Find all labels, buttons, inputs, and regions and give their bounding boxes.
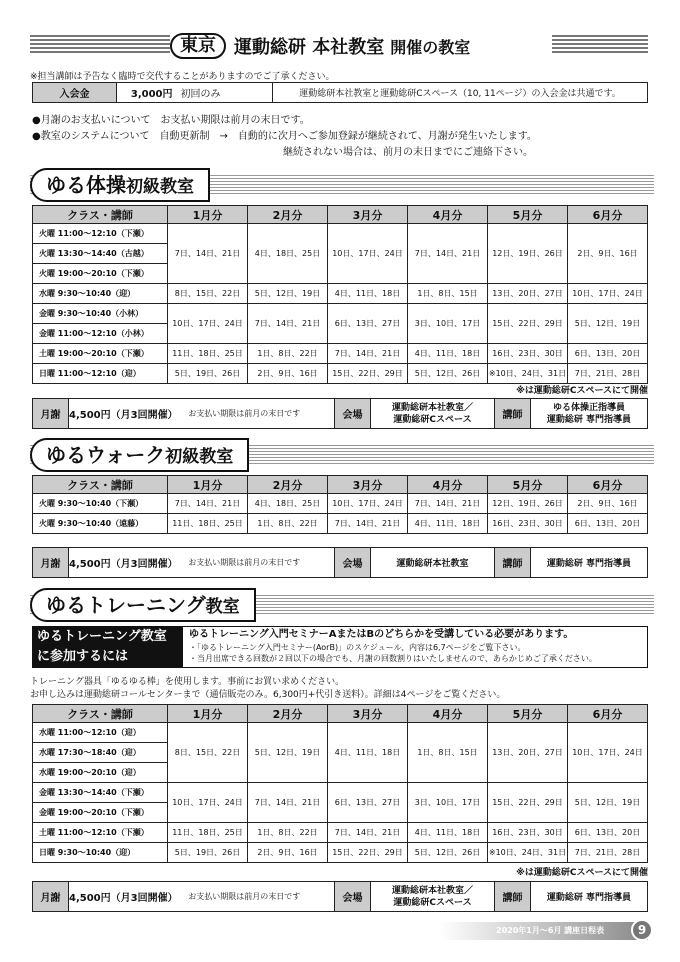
month-header: 5月分 [488, 476, 568, 494]
month-header: 4月分 [408, 705, 488, 723]
date-cell: 7日、14日、21日 [168, 224, 248, 284]
instructor-label: 講師 [495, 548, 531, 578]
date-cell: 7日、14日、21日 [248, 783, 328, 823]
date-cell: 4日、11日、18日 [408, 514, 488, 534]
requirement-box [182, 626, 648, 668]
date-cell: 5日、12日、19日 [568, 783, 648, 823]
fee-text: 運動総研本社教室と運動総研Cスペース（10, 11ページ）の入会金は共通です。 [273, 83, 648, 103]
instructor: ゆる体操正指導員 運動総研 専門指導員 [531, 399, 648, 429]
venue-label: 会場 [335, 399, 371, 429]
date-cell: 8日、15日、22日 [168, 284, 248, 304]
class-cell: 火曜 19:00～20:10（下瀬） [33, 264, 168, 284]
payment-due: お支払い期限は前月の末日です [155, 882, 335, 912]
requirement-sub-1: ・「ゆるトレーニング入門セミナー(AorB)」のスケジュール、内容は6,7ページをご覧下さい。 [189, 643, 526, 652]
title-suffix: 開催の教室 [390, 37, 471, 57]
table-row [33, 843, 648, 863]
date-cell: 15日、22日、29日 [328, 364, 408, 384]
monthly-fee-label: 月謝 [33, 548, 69, 578]
date-cell: 4日、11日、18日 [328, 284, 408, 304]
month-header: 3月分 [328, 476, 408, 494]
date-cell: 2日、9日、16日 [568, 494, 648, 514]
date-cell: 7日、21日、28日 [568, 364, 648, 384]
fee-footer-taiso [32, 398, 648, 429]
class-cell: 土曜 11:00～12:10（下瀬） [33, 823, 168, 843]
monthly-fee: 4,500円（月3回開催） [69, 882, 155, 912]
equipment-note: トレーニング器具「ゆるゆる棒」を使用します。事前にお買い求めください。 [30, 677, 345, 687]
instructor-label: 講師 [495, 399, 531, 429]
date-cell: 1日、8日、22日 [248, 344, 328, 364]
class-cell: 水曜 9:30～10:40（迎） [33, 284, 168, 304]
date-cell: 6日、13日、20日 [568, 514, 648, 534]
monthly-fee-label: 月謝 [33, 399, 69, 429]
date-cell: 12日、19日、26日 [488, 494, 568, 514]
section-title: ゆるウォーク初級教室 [30, 438, 249, 472]
page-header [30, 31, 648, 61]
class-cell: 水曜 11:00～12:10（迎） [33, 723, 168, 743]
month-header: 1月分 [168, 705, 248, 723]
date-cell: 3日、10日、17日 [408, 783, 488, 823]
fee-footer-training [32, 881, 648, 912]
footer-label: 2020年1月～6月 講座日程表 [440, 922, 648, 940]
date-cell: 1日、8日、22日 [248, 823, 328, 843]
cspace-note: ※は運動総研Cスペースにて開催 [516, 868, 648, 878]
month-header: 5月分 [488, 705, 568, 723]
class-cell: 日曜 9:30～10:40（迎） [33, 843, 168, 863]
requirement-main: ゆるトレーニング入門セミナーAまたはBのどちらかを受講している必要があります。 [189, 629, 574, 640]
date-cell: 10日、17日、24日 [568, 723, 648, 783]
section-heading-yuru-training [30, 588, 654, 622]
date-cell: 13日、20日、27日 [488, 723, 568, 783]
date-cell: 5日、19日、26日 [168, 843, 248, 863]
venue: 運動総研本社教室 [371, 548, 495, 578]
month-header: 4月分 [408, 206, 488, 224]
class-cell: 土曜 19:00～20:10（下瀬） [33, 344, 168, 364]
date-cell: 6日、13日、20日 [568, 823, 648, 843]
date-cell: 1日、8日、15日 [408, 284, 488, 304]
month-header: 2月分 [248, 705, 328, 723]
title-main: 運動総研 本社教室 [234, 37, 385, 58]
class-cell: 火曜 11:00～12:10（下瀬） [33, 224, 168, 244]
participation-box: ゆるトレーニング教室 に参加するには [32, 626, 182, 668]
requirement-sub-2: ・当月出席できる回数が２回以下の場合でも、月謝の回数割りはいたしませんので、あらかじめご了承ください。 [189, 654, 597, 663]
date-cell: 5日、12日、19日 [568, 304, 648, 344]
date-cell: 15日、22日、29日 [328, 843, 408, 863]
date-cell: 10日、17日、24日 [328, 494, 408, 514]
table-row [33, 723, 648, 743]
date-cell: 10日、17日、24日 [328, 224, 408, 284]
date-cell: 12日、19日、26日 [488, 224, 568, 284]
class-cell: 金曜 9:30～10:40（小林） [33, 304, 168, 324]
section-heading-yuru-walk [30, 438, 654, 472]
date-cell: 7日、14日、21日 [328, 344, 408, 364]
venue: 運動総研本社教室／ 運動総研Cスペース [371, 399, 495, 429]
admission-fee-table [32, 82, 648, 103]
page-title [170, 31, 552, 61]
date-cell: 4日、18日、25日 [248, 224, 328, 284]
date-cell: 11日、18日、25日 [168, 823, 248, 843]
payment-line-1: ●月謝のお支払いについて お支払い期限は前月の末日です。 [32, 115, 310, 126]
date-cell: ※10日、24日、31日 [488, 364, 568, 384]
fee-footer-walk [32, 547, 648, 578]
month-header: 2月分 [248, 206, 328, 224]
date-cell: 2日、9日、16日 [568, 224, 648, 284]
class-cell: 水曜 19:00～20:10（迎） [33, 763, 168, 783]
class-cell: 火曜 9:30～10:40（遠藤） [33, 514, 168, 534]
date-cell: 4日、11日、18日 [328, 723, 408, 783]
table-row [33, 284, 648, 304]
payment-line-2: ●教室のシステムについて 自動更新制 → 自動的に次月へご参加登録が継続されて、月謝が発生いたします。 [32, 131, 537, 142]
date-cell: 11日、18日、25日 [168, 344, 248, 364]
month-header: 1月分 [168, 476, 248, 494]
date-cell: 7日、14日、21日 [328, 823, 408, 843]
class-cell: 水曜 17:30～18:40（迎） [33, 743, 168, 763]
date-cell: 4日、11日、18日 [408, 344, 488, 364]
table-row [33, 304, 648, 324]
table-row [33, 514, 648, 534]
schedule-table-taiso [32, 205, 648, 384]
monthly-fee: 4,500円（月3回開催） [69, 548, 155, 578]
section-title: ゆるトレーニング教室 [30, 588, 256, 622]
date-cell: 16日、23日、30日 [488, 344, 568, 364]
date-cell: 15日、22日、29日 [488, 783, 568, 823]
date-cell: 10日、17日、24日 [168, 304, 248, 344]
date-cell: 11日、18日、25日 [168, 514, 248, 534]
date-cell: 16日、23日、30日 [488, 823, 568, 843]
class-cell: 金曜 19:00～20:10（下瀬） [33, 803, 168, 823]
date-cell: 16日、23日、30日 [488, 514, 568, 534]
date-cell: 2日、9日、16日 [248, 364, 328, 384]
date-cell: 4日、11日、18日 [408, 823, 488, 843]
instructor-label: 講師 [495, 882, 531, 912]
date-cell: 5日、12日、26日 [408, 364, 488, 384]
fee-amount: 3,000円 [117, 83, 177, 103]
month-header: 2月分 [248, 476, 328, 494]
class-cell: 金曜 11:00～12:10（小林） [33, 324, 168, 344]
table-row [33, 494, 648, 514]
fee-label: 入会金 [33, 83, 117, 103]
table-row [33, 823, 648, 843]
date-cell: 7日、14日、21日 [408, 224, 488, 284]
table-row [33, 364, 648, 384]
table-row [33, 224, 648, 244]
month-header: 6月分 [568, 206, 648, 224]
date-cell: 6日、13日、20日 [568, 344, 648, 364]
month-header: 5月分 [488, 206, 568, 224]
class-cell: 日曜 11:00～12:10（迎） [33, 364, 168, 384]
tokyo-badge: 東京 [170, 33, 226, 59]
class-header: クラス・講師 [33, 476, 168, 494]
payment-due: お支払い期限は前月の末日です [155, 548, 335, 578]
monthly-fee-label: 月謝 [33, 882, 69, 912]
date-cell: 5日、12日、19日 [248, 723, 328, 783]
date-cell: ※10日、24日、31日 [488, 843, 568, 863]
schedule-table-training [32, 704, 648, 863]
date-cell: 5日、12日、19日 [248, 284, 328, 304]
class-header: クラス・講師 [33, 705, 168, 723]
class-cell: 火曜 9:30～10:40（下瀬） [33, 494, 168, 514]
date-cell: 15日、22日、29日 [488, 304, 568, 344]
date-cell: 10日、17日、24日 [568, 284, 648, 304]
table-row [33, 783, 648, 803]
instructor: 運動総研 専門指導員 [531, 882, 648, 912]
venue-label: 会場 [335, 882, 371, 912]
section-title: ゆる体操初級教室 [30, 168, 210, 202]
date-cell: 1日、8日、22日 [248, 514, 328, 534]
date-cell: 1日、8日、15日 [408, 723, 488, 783]
date-cell: 3日、10日、17日 [408, 304, 488, 344]
date-cell: 7日、14日、21日 [408, 494, 488, 514]
month-header: 3月分 [328, 705, 408, 723]
date-cell: 5日、12日、26日 [408, 843, 488, 863]
instructor: 運動総研 専門指導員 [531, 548, 648, 578]
class-cell: 金曜 13:30～14:40（下瀬） [33, 783, 168, 803]
date-cell: 13日、20日、27日 [488, 284, 568, 304]
cspace-note: ※は運動総研Cスペースにて開催 [516, 386, 648, 396]
date-cell: 7日、21日、28日 [568, 843, 648, 863]
monthly-fee: 4,500円（月3回開催） [69, 399, 155, 429]
payment-line-3: 継続されない場合は、前月の末日までにご連絡下さい。 [283, 147, 533, 158]
date-cell: 2日、9日、16日 [248, 843, 328, 863]
venue: 運動総研本社教室／ 運動総研Cスペース [371, 882, 495, 912]
month-header: 3月分 [328, 206, 408, 224]
month-header: 6月分 [568, 476, 648, 494]
date-cell: 7日、14日、21日 [248, 304, 328, 344]
order-note: お申し込みは運動総研コールセンターまで（通信販売のみ。6,300円+代引き送料）。詳細は4ページをご覧ください。 [30, 690, 506, 700]
date-cell: 6日、13日、27日 [328, 783, 408, 823]
table-row [33, 344, 648, 364]
date-cell: 7日、14日、21日 [328, 514, 408, 534]
date-cell: 10日、17日、24日 [168, 783, 248, 823]
schedule-table-walk [32, 475, 648, 534]
venue-label: 会場 [335, 548, 371, 578]
date-cell: 6日、13日、27日 [328, 304, 408, 344]
class-cell: 火曜 13:30～14:40（古越） [33, 244, 168, 264]
date-cell: 7日、14日、21日 [168, 494, 248, 514]
section-heading-yuru-taiso [30, 168, 654, 202]
month-header: 6月分 [568, 705, 648, 723]
date-cell: 5日、19日、26日 [168, 364, 248, 384]
instructor-notice: ※担当講師は予告なく臨時で交代することがありますのでご了承ください。 [30, 72, 335, 82]
class-header: クラス・講師 [33, 206, 168, 224]
payment-due: お支払い期限は前月の末日です [155, 399, 335, 429]
page-number: 9 [631, 919, 653, 941]
date-cell: 8日、15日、22日 [168, 723, 248, 783]
month-header: 4月分 [408, 476, 488, 494]
fee-note: 初回のみ [177, 83, 273, 103]
date-cell: 4日、18日、25日 [248, 494, 328, 514]
month-header: 1月分 [168, 206, 248, 224]
